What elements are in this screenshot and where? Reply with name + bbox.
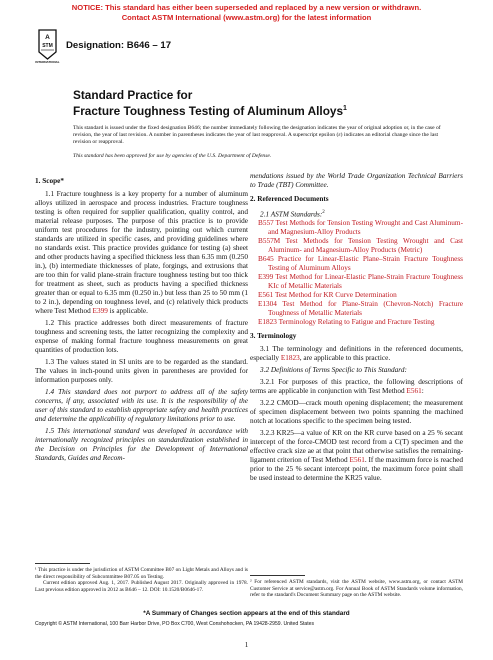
reference-title[interactable]: Test Methods for Tension Testing Wrought and Cast Aluminum- and Magnesium-Alloy Products (Metric) [268,237,463,255]
notice-line-1: NOTICE: This standard has either been superseded and replaced by a new version or withdrawn. [71,3,422,12]
right-column [250,172,463,483]
reference-list [250,219,463,327]
paragraph-3-2: 3.2 Definitions of Terms Specific to This Standard: [260,366,407,375]
paragraph-1-3: 1.3 The values stated in SI units are to be regarded as the standard. The values in inch-pound units given in parentheses are provided for information purposes only. [35,358,248,384]
link-e399[interactable]: E399 [92,307,108,315]
reference-code[interactable]: B557M [258,237,281,246]
reference-item[interactable] [250,219,463,237]
referenced-documents-heading: 2. Referenced Documents [250,195,329,203]
title-line-2: Fracture Toughness Testing of Aluminum Alloys$^1$ [73,104,347,118]
reference-code[interactable]: B645 [258,255,274,264]
reference-item[interactable] [250,300,463,318]
approval-note: This standard has been approved for use by agencies of the U.S. Department of Defense. [73,153,272,159]
reference-item[interactable] [250,318,463,327]
paragraph-3-1: 3.1 The terminology and definitions in the referenced documents, especially E1823, are applicable to this practice. [250,345,463,363]
reference-title[interactable]: Test Methods for Tension Testing Wrought and Cast Aluminum- and Magnesium-Alloy Products [268,219,463,237]
footnote-2: ² For referenced ASTM standards, visit the ASTM website, www.astm.org, or contact ASTM Customer Service at service@astm.org. For Annual Book of ASTM Standards volume information, refer to the standard's Document Summary page on the ASTM website. [250,579,463,599]
astm-logo [35,28,60,64]
svg-text:INTERNATIONAL: INTERNATIONAL [35,60,60,64]
reference-item[interactable] [250,273,463,291]
reference-title[interactable]: Test Method for Plane-Strain (Chevron-Notch) Fracture Toughness of Metallic Materials [268,300,463,318]
reference-code[interactable]: E1304 [258,300,277,309]
link-e1823[interactable]: E1823 [280,354,300,363]
link-e561[interactable]: E561 [406,387,422,396]
scope-heading: 1. Scope* [35,177,64,185]
paragraph-3-2-3: 3.2.3 KR25—a value of KR on the KR curve based on a 25 % secant intercept of the force-CMOD test record from a C(T) specimen and the effective crack size ae at that point that otherwise satisfies the remaining-ligament criterion of Test Method E561. If the maximum force is reached prior to the 25 % secant intercept point, the maximum force point shall be used instead to determine the KR25 value. [250,429,463,483]
footnote-rule-right [250,575,305,576]
title-line-1: Standard Practice for [73,88,193,102]
left-column [35,172,248,463]
svg-text:STM: STM [42,43,53,49]
link-e561-2[interactable]: E561 [349,456,365,465]
paragraph-3-2-2: 3.2.2 CMOD—crack mouth opening displacement; the measurement of specimen displacement between two points spanning the machined notch at locations specific to the specimen being tested. [250,399,463,426]
paragraph-3-2-1: 3.2.1 For purposes of this practice, the following descriptions of terms are applicable in conjunction with Test Method E561: [250,378,463,396]
document-title [73,88,347,118]
paragraph-1-1: 1.1 Fracture toughness is a key property for a number of aluminum alloys utilized in aerospace and process industries. Fracture toughness testing is often required for supplier qualification, quality control, and material release purposes. The purpose of this practice is to provide uniform test procedures for the industry, pointing out which current standards are utilized in specific cases, and providing guidelines where no standards exist. This practice provides guidance for testing (a) sheet and other products having a specified thickness less than 6.35 mm (0.250 in.), (b) intermediate thicknesses of plate, forgings, and extrusions that are too thin for valid plane-strain fracture toughness testing but too thick for treatment as sheet, such as products having a specified thickness greater than or equal to 6.35 mm (0.250 in.) but less than 25 to 50 mm (1 to 2 in.), depending on toughness level, and (c) relatively thick products where Test Method E399 is applicable. [35,190,248,315]
summary-of-changes-note: *A Summary of Changes section appears at the end of this standard [143,610,350,617]
reference-code[interactable]: E561 [258,291,274,300]
reference-title[interactable]: Test Method for KR Curve Determination [275,291,397,300]
reference-title[interactable]: Terminology Relating to Fatigue and Fracture Testing [278,318,435,327]
paragraph-1-2: 1.2 This practice addresses both direct measurements of fracture toughness and screening tests, the latter recognizing the complexity and expense of making formal fracture toughness measurements on great quantities of production lots. [35,319,248,354]
svg-text:A: A [45,34,50,41]
withdrawal-notice [0,3,493,22]
reference-title[interactable]: Test Method for Linear-Elastic Plane-Strain Fracture Toughness KIc of Metallic Materials [268,273,464,291]
issuance-note: This standard is issued under the fixed designation B646; the number immediately following the designation indicates the year of original adoption or, in the case of revision, the year of last revision. A number in parentheses indicates the year of last reapproval. A superscript epsilon (ε) indicates an editorial change since the last revision or reapproval. [73,125,441,146]
reference-item[interactable] [250,255,463,273]
reference-code[interactable]: E1823 [258,318,277,327]
designation: Designation: B646 – 17 [66,40,172,51]
footnote-rule-left [35,563,90,564]
footnote-1: ¹ This practice is under the jurisdiction of ASTM Committee B07 on Light Metals and Alloys and is the direct responsibility of Subcommittee B07.05 on Testing. Current edition approved Aug. 1, 2017. Published August 2017. Originally approved in 1978. Last previous edition approved in 2012 as B646 – 12. DOI: 10.1520/B0646-17. [35,567,248,593]
page-number: 1 [244,641,249,649]
reference-item[interactable] [250,291,463,300]
astm-standards-label: 2.1 ASTM Standards:$^2$ [260,210,325,219]
reference-code[interactable]: B557 [258,219,274,228]
terminology-heading: 3. Terminology [250,332,297,341]
reference-code[interactable]: E399 [258,273,274,282]
paragraph-1-5-continued: mendations issued by the World Trade Organization Technical Barriers to Trade (TBT) Committee. [250,172,463,189]
paragraph-1-5: 1.5 This international standard was developed in accordance with internationally recognized principles on standardization established in the Decision on Principles for the Development of International Standards, Guides and Recom- [35,427,248,462]
copyright: Copyright © ASTM International, 100 Barr Harbor Drive, PO Box C700, West Conshohocken, PA 19428-2959. United States [35,621,315,627]
reference-title[interactable]: Practice for Linear-Elastic Plane–Strain Fracture Toughness Testing of Aluminum Alloys [268,255,464,273]
notice-line-2: Contact ASTM International (www.astm.org) for the latest information [121,12,372,22]
paragraph-1-4: 1.4 This standard does not purport to address all of the safety concerns, if any, associated with its use. It is the responsibility of the user of this standard to establish appropriate safety and health practices and determine the applicability of regulatory limitations prior to use. [35,388,248,423]
reference-item[interactable] [250,237,463,255]
